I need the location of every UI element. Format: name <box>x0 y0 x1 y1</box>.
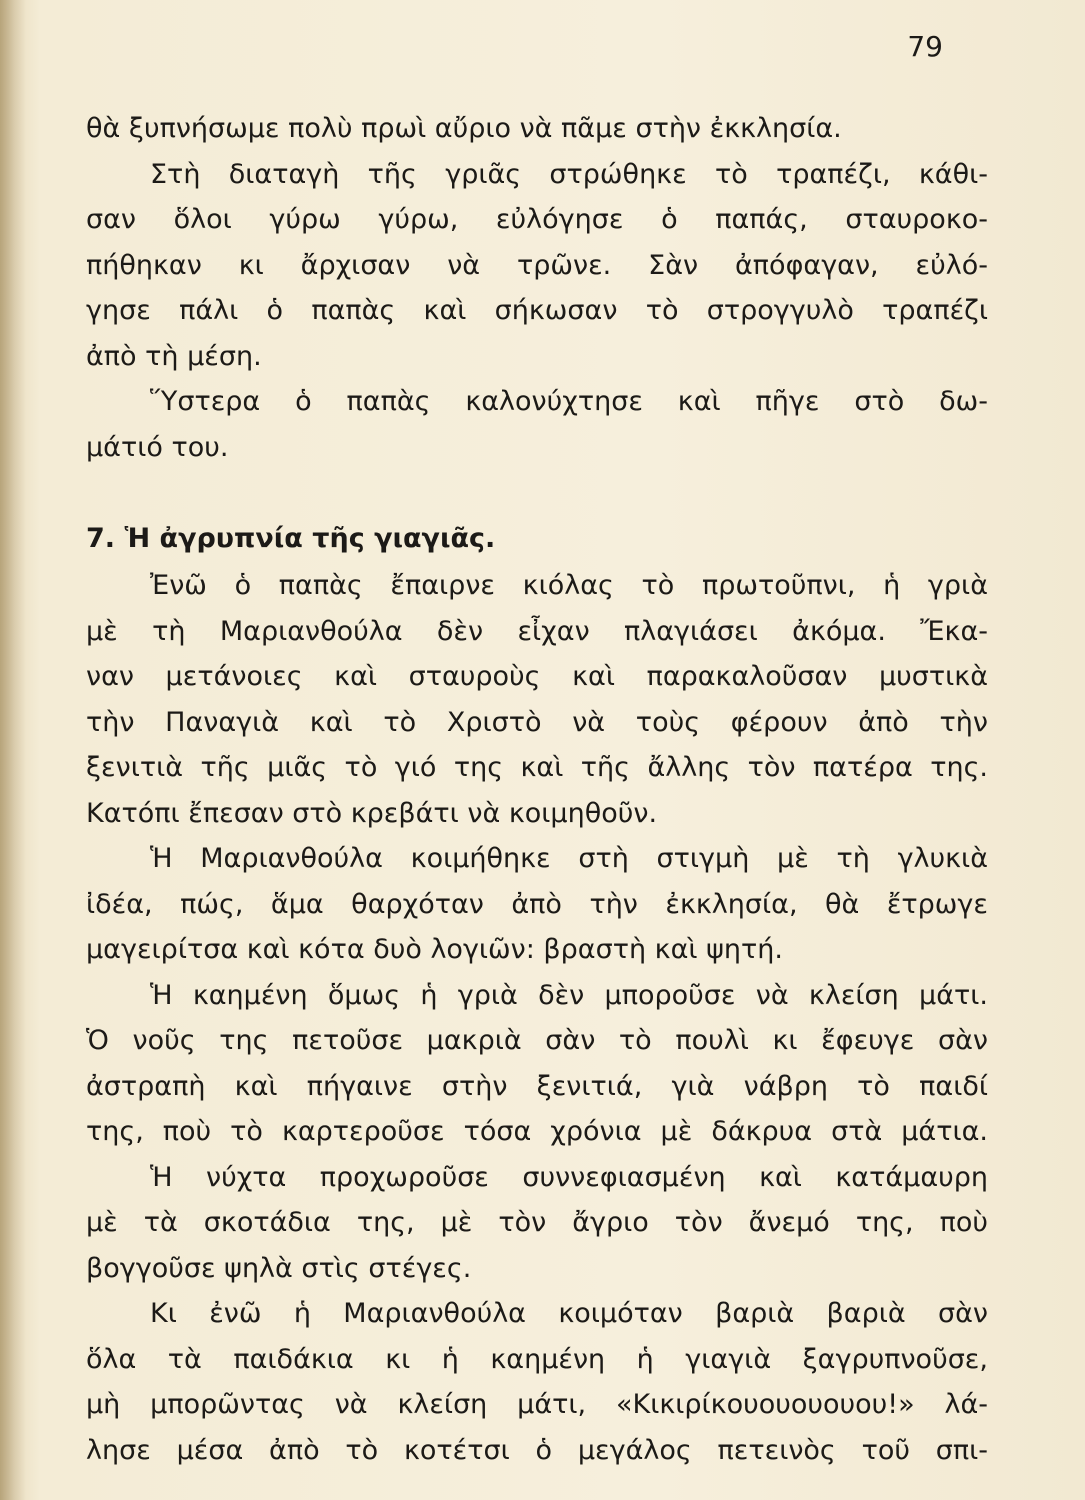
text-line: της, ποὺ τὸ καρτεροῦσε τόσα χρόνια μὲ δάκρυα στὰ μάτια. <box>86 1116 988 1147</box>
text-line: Ὕστερα ὁ παπὰς καλονύχτησε καὶ πῆγε στὸ δω- <box>150 386 988 417</box>
text-line: μὲ τὰ σκοτάδια της, μὲ τὸν ἄγριο τὸν ἄνεμό της, ποὺ <box>86 1207 988 1238</box>
text-line: μάτιό του. <box>86 431 229 463</box>
text-line: θὰ ξυπνήσωμε πολὺ πρωὶ αὔριο νὰ πᾶμε στὴν ἐκκλησία. <box>86 113 842 144</box>
text-line: ἰδέα, πώς, ἅμα θαρχόταν ἀπὸ τὴν ἐκκλησία, θὰ ἔτρωγε <box>86 888 988 920</box>
text-line: Κι ἐνῶ ἡ Μαριανθούλα κοιμόταν βαριὰ βαριὰ σὰν <box>150 1298 988 1329</box>
text-line: Κατόπι ἔπεσαν στὸ κρεβάτι νὰ κοιμηθοῦν. <box>86 797 658 829</box>
text-line: Ἡ καημένη ὅμως ἡ γριὰ δὲν μποροῦσε νὰ κλείση μάτι. <box>150 979 988 1011</box>
text-line: ἀπὸ τὴ μέση. <box>86 340 262 372</box>
text-line: μαγειρίτσα καὶ κότα δυὸ λογιῶν: βραστὴ καὶ ψητή. <box>86 934 783 965</box>
text-line: μὲ τὴ Μαριανθούλα δὲν εἶχαν πλαγιάσει ἀκόμα. Ἔκα- <box>86 615 988 647</box>
text-line: ναν μετάνοιες καὶ σταυροὺς καὶ παρακαλοῦσαν μυστικὰ <box>86 661 988 692</box>
text-line: Στὴ διαταγὴ τῆς γριᾶς στρώθηκε τὸ τραπέζι, κάθι- <box>150 158 988 190</box>
page-number: 79 <box>907 30 943 63</box>
text-line: Ὁ νοῦς της πετοῦσε μακριὰ σὰν τὸ πουλὶ κι ἔφευγε σὰν <box>86 1025 988 1056</box>
text-line: Ἡ Μαριανθούλα κοιμήθηκε στὴ στιγμὴ μὲ τὴ γλυκιὰ <box>150 843 988 874</box>
section-heading: 7. Ἡ ἀγρυπνία τῆς γιαγιᾶς. <box>86 523 496 554</box>
text-line: λησε μέσα ἀπὸ τὸ κοτέτσι ὁ μεγάλος πετεινὸς τοῦ σπι- <box>86 1434 988 1466</box>
text-line: πήθηκαν κι ἄρχισαν νὰ τρῶνε. Σὰν ἀπόφαγαν, εὐλό- <box>86 249 988 281</box>
text-line: ξενιτιὰ τῆς μιᾶς τὸ γιό της καὶ τῆς ἄλλης τὸν πατέρα της. <box>86 752 988 783</box>
text-line: μὴ μπορῶντας νὰ κλείση μάτι, «Κικιρίκουουουουου!» λά- <box>86 1389 988 1420</box>
text-line: ἀστραπὴ καὶ πήγαινε στὴν ξενιτιά, γιὰ νάβρη τὸ παιδί <box>86 1070 988 1102</box>
text-line: σαν ὅλοι γύρω γύρω, εὐλόγησε ὁ παπάς, σταυροκο- <box>86 204 988 235</box>
text-line: Ἐνῶ ὁ παπὰς ἔπαιρνε κιόλας τὸ πρωτοῦπνι, ἡ γριὰ <box>150 570 988 601</box>
text-line: Ἡ νύχτα προχωροῦσε συννεφιασμένη καὶ κατάμαυρη <box>150 1161 988 1193</box>
section-gap <box>86 470 988 515</box>
text-line: τὴν Παναγιὰ καὶ τὸ Χριστὸ νὰ τοὺς φέρουν ἀπὸ τὴν <box>86 706 988 738</box>
text-line: ὅλα τὰ παιδάκια κι ἡ καημένη ἡ γιαγιὰ ξαγρυπνοῦσε, <box>86 1343 988 1375</box>
body-text <box>86 106 988 1473</box>
spine-shadow <box>0 0 26 1500</box>
text-line: γησε πάλι ὁ παπὰς καὶ σήκωσαν τὸ στρογγυλὸ τραπέζι <box>86 295 988 326</box>
text-line: βογγοῦσε ψηλὰ στὶς στέγες. <box>86 1252 472 1284</box>
